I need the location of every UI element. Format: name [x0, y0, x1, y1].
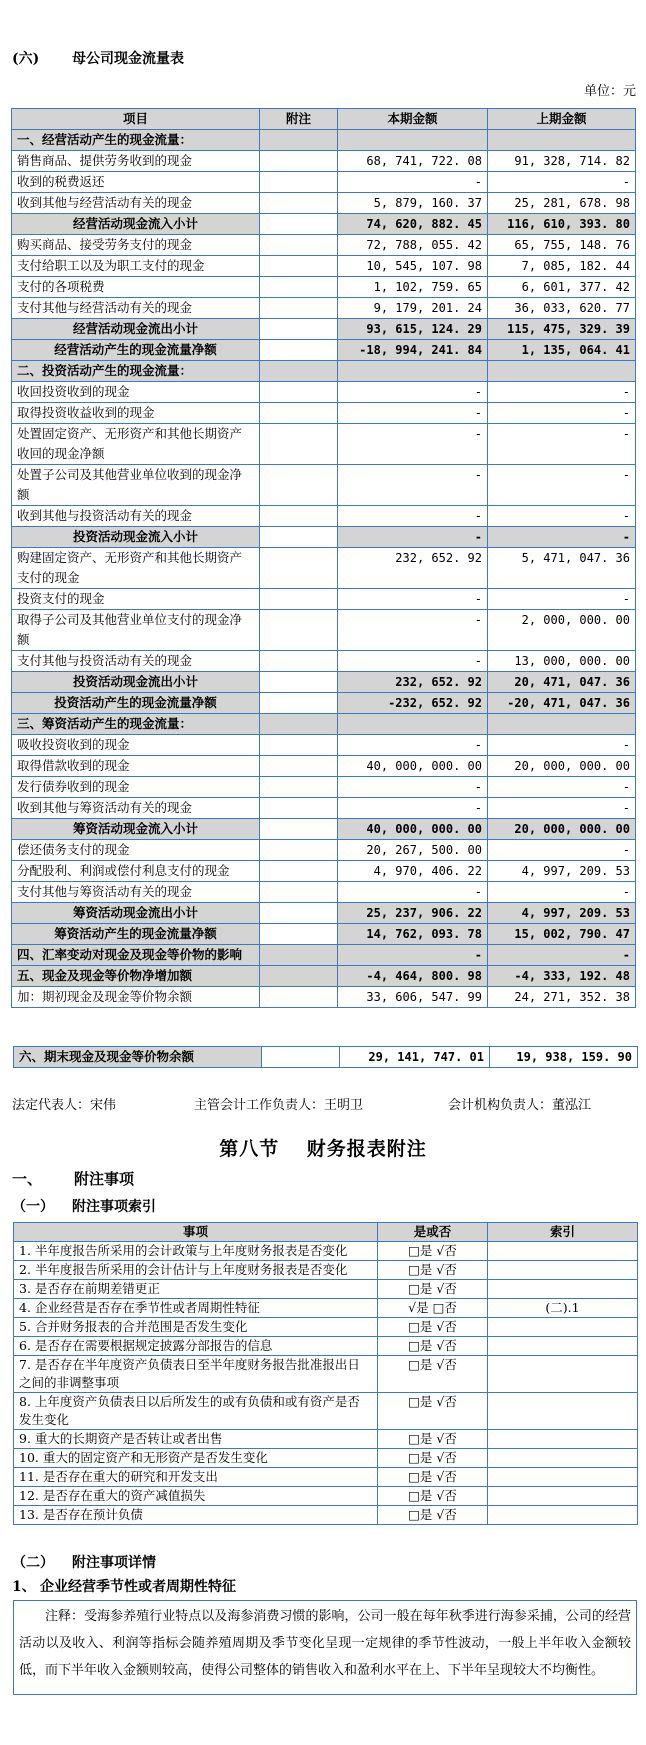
- cashflow-row: [12, 130, 636, 151]
- cashflow-row: [12, 756, 636, 777]
- index-item-cell: 6. 是否存在需要根据规定披露分部报告的信息: [14, 1337, 378, 1356]
- cashflow-item-cell: 投资支付的现金: [12, 589, 260, 610]
- cashflow-note-cell: [260, 903, 338, 924]
- index-item-cell: 11. 是否存在重大的研究和开发支出: [14, 1468, 378, 1487]
- index-row: [14, 1506, 638, 1525]
- heading-notes-index-number: （一）: [12, 1199, 54, 1215]
- cashflow-item-cell: 吸收投资收到的现金: [12, 735, 260, 756]
- cashflow-current-cell: 68, 741, 722. 08: [338, 151, 488, 172]
- header-prior: 上期金额: [488, 109, 636, 130]
- cashflow-prior-cell: 91, 328, 714. 82: [488, 151, 636, 172]
- index-header-ref: 索引: [488, 1223, 638, 1242]
- index-yn-cell: □是 √否: [378, 1449, 488, 1468]
- heading-seasonality: [12, 1576, 236, 1596]
- cashflow-row: [12, 424, 636, 465]
- heading-notes-index-text: 附注事项索引: [72, 1199, 156, 1215]
- index-ref-cell: [488, 1242, 638, 1261]
- cashflow-row: [12, 277, 636, 298]
- cashflow-note-cell: [260, 403, 338, 424]
- cashflow-prior-cell: -: [488, 403, 636, 424]
- index-yn-cell: □是 √否: [378, 1337, 488, 1356]
- cashflow-item-cell: 三、筹资活动产生的现金流量：: [12, 714, 260, 735]
- cashflow-note-cell: [260, 966, 338, 987]
- cashflow-current-cell: [338, 130, 488, 151]
- index-ref-cell: [488, 1261, 638, 1280]
- cashflow-note-cell: [260, 861, 338, 882]
- cashflow-note-cell: [260, 777, 338, 798]
- cashflow-note-cell: [260, 256, 338, 277]
- cashflow-item-cell: 处置子公司及其他营业单位收到的现金净额: [12, 465, 260, 506]
- index-yn-cell: □是 √否: [378, 1261, 488, 1280]
- cashflow-prior-cell: 20, 000, 000. 00: [488, 819, 636, 840]
- cashflow-note-cell: [260, 735, 338, 756]
- heading-notes-detail: [12, 1552, 156, 1572]
- cashflow-current-cell: -: [338, 735, 488, 756]
- cashflow-current-cell: 232, 652. 92: [338, 548, 488, 589]
- index-item-cell: 3. 是否存在前期差错更正: [14, 1280, 378, 1299]
- cashflow-prior-cell: 4, 997, 209. 53: [488, 861, 636, 882]
- cashflow-header-row: [12, 109, 636, 130]
- index-yn-cell: □是 √否: [378, 1506, 488, 1525]
- cashflow-row: [12, 319, 636, 340]
- index-item-cell: 4. 企业经营是否存在季节性或者周期性特征: [14, 1299, 378, 1318]
- cashflow-note-cell: [260, 610, 338, 651]
- cashflow-item-cell: 支付其他与经营活动有关的现金: [12, 298, 260, 319]
- heading-notes-text: 附注事项: [74, 1170, 135, 1188]
- legal-representative: 法定代表人：宋伟: [12, 1098, 117, 1113]
- index-item-cell: 9. 重大的长期资产是否转让或者出售: [14, 1430, 378, 1449]
- cashflow-current-cell: -: [338, 945, 488, 966]
- cashflow-item-cell: 收回投资收到的现金: [12, 382, 260, 403]
- cashflow-row: [12, 610, 636, 651]
- cashflow-prior-cell: -: [488, 798, 636, 819]
- index-header-yn: 是或否: [378, 1223, 488, 1242]
- index-body: [14, 1242, 638, 1525]
- cashflow-current-cell: 9, 179, 201. 24: [338, 298, 488, 319]
- cashflow-current-cell: -: [338, 777, 488, 798]
- header-item: 项目: [12, 109, 260, 130]
- cashflow-prior-cell: 36, 033, 620. 77: [488, 298, 636, 319]
- cashflow-note-cell: [260, 277, 338, 298]
- cashflow-current-cell: -: [338, 424, 488, 465]
- cashflow-prior-cell: -: [488, 945, 636, 966]
- index-ref-cell: [488, 1430, 638, 1449]
- cashflow-note-cell: [260, 361, 338, 382]
- index-item-cell: 7. 是否存在半年度资产负债表日至半年度财务报告批准报出日之间的非调整事项: [14, 1356, 378, 1393]
- cashflow-row: [12, 714, 636, 735]
- cashflow-note-cell: [260, 819, 338, 840]
- cashflow-row: [12, 256, 636, 277]
- cashflow-item-cell: 筹资活动产生的现金流量净额: [12, 924, 260, 945]
- cashflow-current-cell: -: [338, 172, 488, 193]
- index-row: [14, 1318, 638, 1337]
- cashflow-row: [12, 798, 636, 819]
- cashflow-prior-cell: -: [488, 424, 636, 465]
- section-title-text: 母公司现金流量表: [72, 51, 184, 67]
- cashflow-current-cell: -: [338, 382, 488, 403]
- cashflow-current-cell: -: [338, 506, 488, 527]
- cashflow-current-cell: 20, 267, 500. 00: [338, 840, 488, 861]
- index-item-cell: 5. 合并财务报表的合并范围是否发生变化: [14, 1318, 378, 1337]
- cashflow-current-cell: 1, 102, 759. 65: [338, 277, 488, 298]
- accounting-head: 主管会计工作负责人：王明卫: [194, 1098, 364, 1113]
- cashflow-prior-cell: 5, 471, 047. 36: [488, 548, 636, 589]
- cashflow-prior-cell: [488, 714, 636, 735]
- cashflow-current-cell: -: [338, 465, 488, 506]
- index-item-cell: 12. 是否存在重大的资产减值损失: [14, 1487, 378, 1506]
- cashflow-row: [12, 361, 636, 382]
- cashflow-row: [12, 382, 636, 403]
- cashflow-note-cell: [260, 424, 338, 465]
- index-yn-cell: √是 □否: [378, 1299, 488, 1318]
- index-yn-cell: □是 √否: [378, 1280, 488, 1299]
- cashflow-row: [12, 819, 636, 840]
- cashflow-prior-cell: [488, 130, 636, 151]
- cashflow-current-cell: -: [338, 651, 488, 672]
- cashflow-row: [12, 945, 636, 966]
- cashflow-row: [12, 193, 636, 214]
- index-yn-cell: □是 √否: [378, 1487, 488, 1506]
- index-row: [14, 1261, 638, 1280]
- header-note: 附注: [260, 109, 338, 130]
- cashflow-prior-cell: 20, 471, 047. 36: [488, 672, 636, 693]
- cashflow-row: [12, 465, 636, 506]
- cashflow-row: [12, 548, 636, 589]
- cashflow-item-cell: 经营活动现金流入小计: [12, 214, 260, 235]
- cashflow-item-cell: 投资活动产生的现金流量净额: [12, 693, 260, 714]
- cashflow-current-cell: 5, 879, 160. 37: [338, 193, 488, 214]
- cashflow-current-cell: -: [338, 882, 488, 903]
- cashflow-note-cell: [260, 756, 338, 777]
- cashflow-note-cell: [260, 235, 338, 256]
- cashflow-note-cell: [260, 319, 338, 340]
- cashflow-item-cell: 处置固定资产、无形资产和其他长期资产收回的现金净额: [12, 424, 260, 465]
- heading-notes: [12, 1168, 134, 1189]
- ending-balance-table: [13, 1046, 638, 1068]
- cashflow-item-cell: 筹资活动现金流入小计: [12, 819, 260, 840]
- notes-index-table: [13, 1222, 638, 1525]
- cashflow-note-cell: [260, 840, 338, 861]
- cashflow-row: [12, 735, 636, 756]
- cashflow-row: [12, 672, 636, 693]
- cashflow-row: [12, 589, 636, 610]
- cashflow-current-cell: -18, 994, 241. 84: [338, 340, 488, 361]
- cashflow-row: [12, 903, 636, 924]
- cashflow-current-cell: 25, 237, 906. 22: [338, 903, 488, 924]
- cashflow-prior-cell: -: [488, 465, 636, 506]
- cashflow-prior-cell: -4, 333, 192. 48: [488, 966, 636, 987]
- chapter-title: 第八节 财务报表附注: [219, 1138, 427, 1160]
- cashflow-item-cell: 购建固定资产、无形资产和其他长期资产支付的现金: [12, 548, 260, 589]
- cashflow-current-cell: [338, 714, 488, 735]
- cashflow-item-cell: 支付其他与筹资活动有关的现金: [12, 882, 260, 903]
- cashflow-item-cell: 发行债券收到的现金: [12, 777, 260, 798]
- cashflow-prior-cell: 7, 085, 182. 44: [488, 256, 636, 277]
- cashflow-note-cell: [260, 924, 338, 945]
- index-header-item: 事项: [14, 1223, 378, 1242]
- cashflow-current-cell: 93, 615, 124. 29: [338, 319, 488, 340]
- cashflow-prior-cell: 4, 997, 209. 53: [488, 903, 636, 924]
- index-yn-cell: □是 √否: [378, 1356, 488, 1393]
- index-ref-cell: [488, 1356, 638, 1393]
- index-yn-cell: □是 √否: [378, 1430, 488, 1449]
- index-yn-cell: □是 √否: [378, 1468, 488, 1487]
- cashflow-item-cell: 支付的各项税费: [12, 277, 260, 298]
- index-item-cell: 13. 是否存在预计负债: [14, 1506, 378, 1525]
- cashflow-row: [12, 924, 636, 945]
- cashflow-note-cell: [260, 945, 338, 966]
- cashflow-item-cell: 加：期初现金及现金等价物余额: [12, 987, 260, 1008]
- index-yn-cell: □是 √否: [378, 1242, 488, 1261]
- cashflow-item-cell: 经营活动产生的现金流量净额: [12, 340, 260, 361]
- cashflow-item-cell: 收到其他与经营活动有关的现金: [12, 193, 260, 214]
- cashflow-note-cell: [260, 465, 338, 506]
- cashflow-note-cell: [260, 298, 338, 319]
- cashflow-row: [12, 527, 636, 548]
- cashflow-row: [12, 840, 636, 861]
- unit-label: 单位：元: [583, 84, 636, 99]
- cashflow-note-cell: [260, 882, 338, 903]
- cashflow-prior-cell: -: [488, 777, 636, 798]
- index-row: [14, 1449, 638, 1468]
- cashflow-current-cell: -: [338, 610, 488, 651]
- cashflow-row: [12, 340, 636, 361]
- cashflow-table: [11, 108, 636, 1008]
- cashflow-prior-cell: -: [488, 382, 636, 403]
- cashflow-current-cell: 40, 000, 000. 00: [338, 756, 488, 777]
- cashflow-prior-cell: 13, 000, 000. 00: [488, 651, 636, 672]
- cashflow-prior-cell: 6, 601, 377. 42: [488, 277, 636, 298]
- cashflow-current-cell: -4, 464, 800. 98: [338, 966, 488, 987]
- cashflow-prior-cell: -: [488, 735, 636, 756]
- cashflow-note-cell: [260, 589, 338, 610]
- cashflow-item-cell: 购买商品、接受劳务支付的现金: [12, 235, 260, 256]
- cashflow-prior-cell: [488, 361, 636, 382]
- index-header-row: [14, 1223, 638, 1242]
- cashflow-prior-cell: -: [488, 506, 636, 527]
- cashflow-row: [12, 298, 636, 319]
- index-ref-cell: [488, 1393, 638, 1430]
- cashflow-item-cell: 收到其他与投资活动有关的现金: [12, 506, 260, 527]
- cashflow-prior-cell: 116, 610, 393. 80: [488, 214, 636, 235]
- cashflow-prior-cell: 24, 271, 352. 38: [488, 987, 636, 1008]
- cashflow-item-cell: 销售商品、提供劳务收到的现金: [12, 151, 260, 172]
- ending-balance-row: [14, 1047, 638, 1068]
- index-yn-cell: □是 √否: [378, 1318, 488, 1337]
- cashflow-note-cell: [260, 340, 338, 361]
- index-yn-cell: □是 √否: [378, 1393, 488, 1430]
- index-row: [14, 1356, 638, 1393]
- cashflow-current-cell: 4, 970, 406. 22: [338, 861, 488, 882]
- cashflow-current-cell: 10, 545, 107. 98: [338, 256, 488, 277]
- cashflow-row: [12, 966, 636, 987]
- cashflow-note-cell: [260, 672, 338, 693]
- cashflow-item-cell: 经营活动现金流出小计: [12, 319, 260, 340]
- index-ref-cell: [488, 1337, 638, 1356]
- cashflow-note-cell: [260, 382, 338, 403]
- cashflow-prior-cell: -: [488, 527, 636, 548]
- cashflow-prior-cell: 25, 281, 678. 98: [488, 193, 636, 214]
- cashflow-current-cell: -232, 652. 92: [338, 693, 488, 714]
- index-row: [14, 1337, 638, 1356]
- index-ref-cell: [488, 1506, 638, 1525]
- index-row: [14, 1299, 638, 1318]
- cashflow-note-cell: [260, 798, 338, 819]
- heading-seasonality-text: 企业经营季节性或者周期性特征: [40, 1579, 236, 1595]
- cashflow-item-cell: 投资活动现金流入小计: [12, 527, 260, 548]
- cashflow-item-cell: 五、现金及现金等价物净增加额: [12, 966, 260, 987]
- cashflow-note-cell: [260, 714, 338, 735]
- cashflow-current-cell: -: [338, 527, 488, 548]
- cashflow-row: [12, 861, 636, 882]
- cashflow-current-cell: 72, 788, 055. 42: [338, 235, 488, 256]
- cashflow-prior-cell: -20, 471, 047. 36: [488, 693, 636, 714]
- cashflow-note-cell: [260, 527, 338, 548]
- ending-current: 29, 141, 747. 01: [340, 1047, 490, 1068]
- cashflow-current-cell: 40, 000, 000. 00: [338, 819, 488, 840]
- cashflow-item-cell: 取得借款收到的现金: [12, 756, 260, 777]
- heading-notes-detail-number: （二）: [12, 1555, 54, 1571]
- cashflow-note-cell: [260, 693, 338, 714]
- cashflow-current-cell: -: [338, 589, 488, 610]
- cashflow-current-cell: -: [338, 403, 488, 424]
- cashflow-row: [12, 151, 636, 172]
- index-row: [14, 1468, 638, 1487]
- cashflow-row: [12, 403, 636, 424]
- index-row: [14, 1430, 638, 1449]
- cashflow-note-cell: [260, 172, 338, 193]
- cashflow-row: [12, 651, 636, 672]
- heading-notes-index: [12, 1196, 156, 1216]
- cashflow-current-cell: 14, 762, 093. 78: [338, 924, 488, 945]
- index-ref-cell: [488, 1487, 638, 1506]
- cashflow-row: [12, 214, 636, 235]
- cashflow-current-cell: -: [338, 798, 488, 819]
- cashflow-prior-cell: -: [488, 840, 636, 861]
- cashflow-item-cell: 支付其他与投资活动有关的现金: [12, 651, 260, 672]
- cashflow-row: [12, 987, 636, 1008]
- cashflow-row: [12, 172, 636, 193]
- cashflow-row: [12, 506, 636, 527]
- heading-notes-detail-text: 附注事项详情: [72, 1555, 156, 1571]
- cashflow-prior-cell: 115, 475, 329. 39: [488, 319, 636, 340]
- cashflow-item-cell: 投资活动现金流出小计: [12, 672, 260, 693]
- accounting-agency-head: 会计机构负责人：董泓江: [448, 1098, 592, 1113]
- cashflow-note-cell: [260, 193, 338, 214]
- cashflow-item-cell: 支付给职工以及为职工支付的现金: [12, 256, 260, 277]
- index-ref-cell: [488, 1468, 638, 1487]
- cashflow-note-cell: [260, 130, 338, 151]
- heading-notes-number: 一、: [12, 1170, 43, 1188]
- cashflow-row: [12, 777, 636, 798]
- cashflow-body: [12, 130, 636, 1008]
- index-item-cell: 8. 上年度资产负债表日以后所发生的或有负债和或有资产是否发生变化: [14, 1393, 378, 1430]
- index-ref-cell: [488, 1280, 638, 1299]
- index-item-cell: 10. 重大的固定资产和无形资产是否发生变化: [14, 1449, 378, 1468]
- cashflow-item-cell: 收到其他与筹资活动有关的现金: [12, 798, 260, 819]
- index-row: [14, 1280, 638, 1299]
- cashflow-item-cell: 取得投资收益收到的现金: [12, 403, 260, 424]
- cashflow-prior-cell: -: [488, 172, 636, 193]
- cashflow-current-cell: [338, 361, 488, 382]
- cashflow-prior-cell: -: [488, 882, 636, 903]
- cashflow-prior-cell: 15, 002, 790. 47: [488, 924, 636, 945]
- cashflow-current-cell: 33, 606, 547. 99: [338, 987, 488, 1008]
- cashflow-item-cell: 四、汇率变动对现金及现金等价物的影响: [12, 945, 260, 966]
- index-item-cell: 2. 半年度报告所采用的会计估计与上年度财务报表是否变化: [14, 1261, 378, 1280]
- section-title: [12, 48, 184, 68]
- cashflow-note-cell: [260, 548, 338, 589]
- section-number: (六): [12, 51, 40, 67]
- cashflow-current-cell: 74, 620, 882. 45: [338, 214, 488, 235]
- cashflow-row: [12, 693, 636, 714]
- cashflow-row: [12, 882, 636, 903]
- cashflow-prior-cell: 1, 135, 064. 41: [488, 340, 636, 361]
- cashflow-prior-cell: 20, 000, 000. 00: [488, 756, 636, 777]
- index-ref-cell: (二).1: [488, 1299, 638, 1318]
- index-row: [14, 1393, 638, 1430]
- index-ref-cell: [488, 1449, 638, 1468]
- cashflow-prior-cell: -: [488, 589, 636, 610]
- cashflow-prior-cell: 65, 755, 148. 76: [488, 235, 636, 256]
- cashflow-prior-cell: 2, 000, 000. 00: [488, 610, 636, 651]
- ending-note: [262, 1047, 340, 1068]
- index-item-cell: 1. 半年度报告所采用的会计政策与上年度财务报表是否变化: [14, 1242, 378, 1261]
- cashflow-note-cell: [260, 214, 338, 235]
- index-row: [14, 1242, 638, 1261]
- header-current: 本期金额: [338, 109, 488, 130]
- cashflow-item-cell: 收到的税费返还: [12, 172, 260, 193]
- seasonality-note: 注释：受海参养殖行业特点以及海参消费习惯的影响，公司一般在每年秋季进行海参采捕，公司的经营活动以及收入、利润等指标会随养殖周期及季节变化呈现一定规律的季节性波动，一般上半年收入金额较低，而下半年收入金额则较高，使得公司整体的销售收入和盈利水平在上、下半年呈现较大不均衡性。: [13, 1600, 637, 1695]
- cashflow-item-cell: 二、投资活动产生的现金流量：: [12, 361, 260, 382]
- cashflow-item-cell: 偿还债务支付的现金: [12, 840, 260, 861]
- cashflow-note-cell: [260, 506, 338, 527]
- cashflow-note-cell: [260, 151, 338, 172]
- cashflow-note-cell: [260, 651, 338, 672]
- index-row: [14, 1487, 638, 1506]
- cashflow-row: [12, 235, 636, 256]
- index-ref-cell: [488, 1318, 638, 1337]
- cashflow-current-cell: 232, 652. 92: [338, 672, 488, 693]
- cashflow-note-cell: [260, 987, 338, 1008]
- ending-prior: 19, 938, 159. 90: [490, 1047, 638, 1068]
- heading-seasonality-number: 1、: [12, 1579, 36, 1595]
- cashflow-item-cell: 取得子公司及其他营业单位支付的现金净额: [12, 610, 260, 651]
- cashflow-item-cell: 一、经营活动产生的现金流量：: [12, 130, 260, 151]
- cashflow-item-cell: 筹资活动现金流出小计: [12, 903, 260, 924]
- ending-item: 六、期末现金及现金等价物余额: [14, 1047, 262, 1068]
- cashflow-item-cell: 分配股利、利润或偿付利息支付的现金: [12, 861, 260, 882]
